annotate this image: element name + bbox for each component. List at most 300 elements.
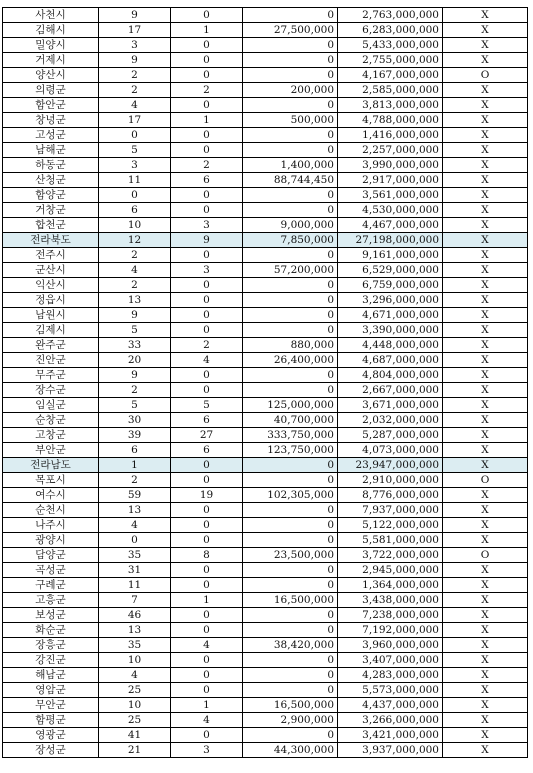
region-cell: 고성군 — [3, 128, 99, 143]
region-cell: 익산시 — [3, 278, 99, 293]
status-cell: X — [443, 653, 528, 668]
case-cell: 0 — [171, 383, 243, 398]
case-cell: 0 — [171, 533, 243, 548]
budget-cell: 5,122,000,000 — [338, 518, 443, 533]
case-cell: 6 — [171, 443, 243, 458]
amount-cell: 0 — [243, 503, 338, 518]
table-row — [3, 218, 528, 233]
table-row — [3, 83, 528, 98]
region-cell: 고흥군 — [3, 593, 99, 608]
amount-cell: 0 — [243, 323, 338, 338]
budget-cell: 3,266,000,000 — [338, 713, 443, 728]
table-row — [3, 623, 528, 638]
amount-cell: 27,500,000 — [243, 23, 338, 38]
table-row — [3, 248, 528, 263]
case-cell: 27 — [171, 428, 243, 443]
case-cell: 0 — [171, 293, 243, 308]
amount-cell: 88,744,450 — [243, 173, 338, 188]
table-row — [3, 53, 528, 68]
case-cell: 0 — [171, 53, 243, 68]
table-row — [3, 398, 528, 413]
budget-cell: 2,763,000,000 — [338, 8, 443, 23]
status-cell: O — [443, 473, 528, 488]
budget-cell: 23,947,000,000 — [338, 458, 443, 473]
region-cell: 고창군 — [3, 428, 99, 443]
amount-cell: 333,750,000 — [243, 428, 338, 443]
region-cell: 보성군 — [3, 608, 99, 623]
region-cell: 영암군 — [3, 683, 99, 698]
budget-cell: 5,573,000,000 — [338, 683, 443, 698]
budget-cell: 4,283,000,000 — [338, 668, 443, 683]
budget-cell: 4,467,000,000 — [338, 218, 443, 233]
count-cell: 1 — [99, 458, 171, 473]
case-cell: 0 — [171, 608, 243, 623]
case-cell: 0 — [171, 323, 243, 338]
table-row — [3, 428, 528, 443]
count-cell: 35 — [99, 638, 171, 653]
count-cell: 4 — [99, 668, 171, 683]
region-cell: 진안군 — [3, 353, 99, 368]
status-cell: X — [443, 173, 528, 188]
count-cell: 12 — [99, 233, 171, 248]
table-row — [3, 518, 528, 533]
region-cell: 광양시 — [3, 533, 99, 548]
amount-cell: 0 — [243, 128, 338, 143]
count-cell: 46 — [99, 608, 171, 623]
region-cell: 무주군 — [3, 368, 99, 383]
budget-cell: 4,167,000,000 — [338, 68, 443, 83]
amount-cell: 0 — [243, 563, 338, 578]
table-row — [3, 488, 528, 503]
budget-cell: 3,561,000,000 — [338, 188, 443, 203]
case-cell: 0 — [171, 563, 243, 578]
status-cell: X — [443, 188, 528, 203]
budget-cell: 2,910,000,000 — [338, 473, 443, 488]
budget-cell: 3,296,000,000 — [338, 293, 443, 308]
amount-cell: 26,400,000 — [243, 353, 338, 368]
budget-cell: 3,407,000,000 — [338, 653, 443, 668]
amount-cell: 0 — [243, 143, 338, 158]
data-table — [2, 7, 528, 758]
case-cell: 0 — [171, 68, 243, 83]
budget-cell: 4,671,000,000 — [338, 308, 443, 323]
status-cell: O — [443, 68, 528, 83]
amount-cell: 0 — [243, 473, 338, 488]
status-cell: X — [443, 203, 528, 218]
region-cell: 의령군 — [3, 83, 99, 98]
case-cell: 19 — [171, 488, 243, 503]
table-row — [3, 158, 528, 173]
table-row — [3, 308, 528, 323]
amount-cell: 0 — [243, 608, 338, 623]
region-cell: 화순군 — [3, 623, 99, 638]
budget-cell: 7,238,000,000 — [338, 608, 443, 623]
table-row — [3, 188, 528, 203]
table-row — [3, 638, 528, 653]
region-cell: 창녕군 — [3, 113, 99, 128]
table-row — [3, 293, 528, 308]
count-cell: 39 — [99, 428, 171, 443]
status-cell: X — [443, 8, 528, 23]
case-cell: 0 — [171, 38, 243, 53]
status-cell: X — [443, 563, 528, 578]
region-cell: 부안군 — [3, 443, 99, 458]
amount-cell: 0 — [243, 653, 338, 668]
budget-cell: 3,390,000,000 — [338, 323, 443, 338]
count-cell: 4 — [99, 263, 171, 278]
status-cell: X — [443, 278, 528, 293]
case-cell: 9 — [171, 233, 243, 248]
amount-cell: 0 — [243, 188, 338, 203]
region-cell: 함안군 — [3, 98, 99, 113]
status-cell: X — [443, 113, 528, 128]
count-cell: 31 — [99, 563, 171, 578]
table-row — [3, 728, 528, 743]
region-cell: 사천시 — [3, 8, 99, 23]
amount-cell: 0 — [243, 728, 338, 743]
case-cell: 0 — [171, 308, 243, 323]
case-cell: 0 — [171, 668, 243, 683]
table-row — [3, 443, 528, 458]
count-cell: 9 — [99, 53, 171, 68]
table-row — [3, 23, 528, 38]
count-cell: 30 — [99, 413, 171, 428]
case-cell: 1 — [171, 113, 243, 128]
case-cell: 4 — [171, 713, 243, 728]
budget-cell: 8,776,000,000 — [338, 488, 443, 503]
region-cell: 거제시 — [3, 53, 99, 68]
case-cell: 8 — [171, 548, 243, 563]
status-cell: X — [443, 23, 528, 38]
case-cell: 0 — [171, 578, 243, 593]
amount-cell: 2,900,000 — [243, 713, 338, 728]
budget-cell: 6,759,000,000 — [338, 278, 443, 293]
amount-cell: 23,500,000 — [243, 548, 338, 563]
status-cell: X — [443, 728, 528, 743]
status-cell: X — [443, 683, 528, 698]
amount-cell: 0 — [243, 533, 338, 548]
case-cell: 0 — [171, 128, 243, 143]
amount-cell: 102,305,000 — [243, 488, 338, 503]
region-cell: 하동군 — [3, 158, 99, 173]
budget-cell: 4,530,000,000 — [338, 203, 443, 218]
amount-cell: 0 — [243, 278, 338, 293]
budget-cell: 3,937,000,000 — [338, 743, 443, 758]
amount-cell: 44,300,000 — [243, 743, 338, 758]
region-cell: 무안군 — [3, 698, 99, 713]
count-cell: 2 — [99, 473, 171, 488]
status-cell: X — [443, 533, 528, 548]
status-cell: X — [443, 503, 528, 518]
region-cell: 여수시 — [3, 488, 99, 503]
case-cell: 0 — [171, 278, 243, 293]
region-cell: 장수군 — [3, 383, 99, 398]
table-row — [3, 143, 528, 158]
table-row — [3, 608, 528, 623]
amount-cell: 880,000 — [243, 338, 338, 353]
status-cell: X — [443, 638, 528, 653]
case-cell: 0 — [171, 503, 243, 518]
count-cell: 2 — [99, 83, 171, 98]
table-row — [3, 368, 528, 383]
budget-cell: 7,192,000,000 — [338, 623, 443, 638]
count-cell: 0 — [99, 188, 171, 203]
table-row — [3, 383, 528, 398]
amount-cell: 0 — [243, 668, 338, 683]
case-cell: 1 — [171, 698, 243, 713]
region-cell: 산청군 — [3, 173, 99, 188]
budget-cell: 7,937,000,000 — [338, 503, 443, 518]
amount-cell: 1,400,000 — [243, 158, 338, 173]
case-cell: 0 — [171, 203, 243, 218]
budget-cell: 2,032,000,000 — [338, 413, 443, 428]
table-row — [3, 668, 528, 683]
budget-cell: 2,917,000,000 — [338, 173, 443, 188]
region-cell: 군산시 — [3, 263, 99, 278]
status-cell: X — [443, 428, 528, 443]
count-cell: 11 — [99, 578, 171, 593]
status-cell: X — [443, 488, 528, 503]
case-cell: 2 — [171, 338, 243, 353]
count-cell: 33 — [99, 338, 171, 353]
case-cell: 1 — [171, 593, 243, 608]
status-cell: X — [443, 743, 528, 758]
status-cell: X — [443, 323, 528, 338]
table-row — [3, 8, 528, 23]
amount-cell: 0 — [243, 98, 338, 113]
amount-cell: 16,500,000 — [243, 593, 338, 608]
table-row — [3, 98, 528, 113]
region-cell: 목포시 — [3, 473, 99, 488]
table-row — [3, 278, 528, 293]
table-row — [3, 173, 528, 188]
region-cell: 거창군 — [3, 203, 99, 218]
count-cell: 0 — [99, 533, 171, 548]
region-cell: 양산시 — [3, 68, 99, 83]
amount-cell: 0 — [243, 623, 338, 638]
region-cell: 장흥군 — [3, 638, 99, 653]
region-cell: 담양군 — [3, 548, 99, 563]
budget-cell: 3,671,000,000 — [338, 398, 443, 413]
region-cell: 함평군 — [3, 713, 99, 728]
amount-cell: 0 — [243, 68, 338, 83]
status-cell: X — [443, 623, 528, 638]
amount-cell: 0 — [243, 308, 338, 323]
status-cell: X — [443, 353, 528, 368]
budget-cell: 5,581,000,000 — [338, 533, 443, 548]
region-cell: 김해시 — [3, 23, 99, 38]
amount-cell: 123,750,000 — [243, 443, 338, 458]
table-row — [3, 38, 528, 53]
case-cell: 0 — [171, 518, 243, 533]
budget-cell: 3,421,000,000 — [338, 728, 443, 743]
count-cell: 9 — [99, 8, 171, 23]
case-cell: 6 — [171, 173, 243, 188]
count-cell: 2 — [99, 68, 171, 83]
amount-cell: 0 — [243, 458, 338, 473]
count-cell: 11 — [99, 173, 171, 188]
count-cell: 2 — [99, 248, 171, 263]
table-row — [3, 458, 528, 473]
status-cell: X — [443, 53, 528, 68]
case-cell: 3 — [171, 263, 243, 278]
case-cell: 0 — [171, 683, 243, 698]
count-cell: 6 — [99, 203, 171, 218]
count-cell: 25 — [99, 683, 171, 698]
region-cell: 곡성군 — [3, 563, 99, 578]
count-cell: 3 — [99, 158, 171, 173]
region-cell: 전라남도 — [3, 458, 99, 473]
amount-cell: 7,850,000 — [243, 233, 338, 248]
status-cell: X — [443, 38, 528, 53]
amount-cell: 0 — [243, 293, 338, 308]
status-cell: X — [443, 143, 528, 158]
status-cell: X — [443, 293, 528, 308]
table-row — [3, 203, 528, 218]
status-cell: X — [443, 398, 528, 413]
budget-cell: 4,073,000,000 — [338, 443, 443, 458]
count-cell: 41 — [99, 728, 171, 743]
count-cell: 2 — [99, 278, 171, 293]
case-cell: 0 — [171, 368, 243, 383]
region-cell: 순천시 — [3, 503, 99, 518]
table-row — [3, 713, 528, 728]
region-cell: 전라북도 — [3, 233, 99, 248]
amount-cell: 0 — [243, 203, 338, 218]
budget-cell: 4,448,000,000 — [338, 338, 443, 353]
case-cell: 6 — [171, 413, 243, 428]
amount-cell: 0 — [243, 38, 338, 53]
region-cell: 임실군 — [3, 398, 99, 413]
table-row — [3, 473, 528, 488]
region-cell: 김제시 — [3, 323, 99, 338]
budget-cell: 3,990,000,000 — [338, 158, 443, 173]
budget-cell: 3,722,000,000 — [338, 548, 443, 563]
status-cell: X — [443, 233, 528, 248]
count-cell: 5 — [99, 398, 171, 413]
count-cell: 13 — [99, 503, 171, 518]
status-cell: X — [443, 593, 528, 608]
status-cell: X — [443, 368, 528, 383]
count-cell: 59 — [99, 488, 171, 503]
count-cell: 25 — [99, 713, 171, 728]
amount-cell: 0 — [243, 248, 338, 263]
region-cell: 강진군 — [3, 653, 99, 668]
region-cell: 구례군 — [3, 578, 99, 593]
count-cell: 5 — [99, 323, 171, 338]
budget-cell: 4,804,000,000 — [338, 368, 443, 383]
status-cell: X — [443, 413, 528, 428]
region-cell: 영광군 — [3, 728, 99, 743]
region-cell: 합천군 — [3, 218, 99, 233]
count-cell: 10 — [99, 653, 171, 668]
budget-cell: 3,438,000,000 — [338, 593, 443, 608]
amount-cell: 125,000,000 — [243, 398, 338, 413]
table-body — [3, 8, 528, 758]
amount-cell: 38,420,000 — [243, 638, 338, 653]
region-cell: 완주군 — [3, 338, 99, 353]
case-cell: 2 — [171, 158, 243, 173]
case-cell: 2 — [171, 83, 243, 98]
table-row — [3, 578, 528, 593]
status-cell: X — [443, 263, 528, 278]
count-cell: 13 — [99, 623, 171, 638]
budget-cell: 2,257,000,000 — [338, 143, 443, 158]
status-cell: X — [443, 218, 528, 233]
status-cell: O — [443, 548, 528, 563]
case-cell: 0 — [171, 98, 243, 113]
count-cell: 21 — [99, 743, 171, 758]
budget-cell: 4,788,000,000 — [338, 113, 443, 128]
table-row — [3, 353, 528, 368]
count-cell: 5 — [99, 143, 171, 158]
count-cell: 0 — [99, 128, 171, 143]
budget-cell: 2,667,000,000 — [338, 383, 443, 398]
count-cell: 17 — [99, 113, 171, 128]
table-row — [3, 593, 528, 608]
status-cell: X — [443, 578, 528, 593]
case-cell: 0 — [171, 188, 243, 203]
case-cell: 0 — [171, 728, 243, 743]
budget-cell: 2,945,000,000 — [338, 563, 443, 578]
table-row — [3, 113, 528, 128]
table-row — [3, 683, 528, 698]
table-row — [3, 233, 528, 248]
status-cell: X — [443, 383, 528, 398]
count-cell: 4 — [99, 518, 171, 533]
table-row — [3, 743, 528, 758]
amount-cell: 0 — [243, 383, 338, 398]
case-cell: 0 — [171, 143, 243, 158]
region-cell: 순창군 — [3, 413, 99, 428]
amount-cell: 500,000 — [243, 113, 338, 128]
table-row — [3, 338, 528, 353]
status-cell: X — [443, 308, 528, 323]
case-cell: 0 — [171, 653, 243, 668]
status-cell: X — [443, 518, 528, 533]
budget-cell: 4,687,000,000 — [338, 353, 443, 368]
region-cell: 나주시 — [3, 518, 99, 533]
status-cell: X — [443, 338, 528, 353]
count-cell: 10 — [99, 698, 171, 713]
count-cell: 3 — [99, 38, 171, 53]
count-cell: 6 — [99, 443, 171, 458]
budget-cell: 5,433,000,000 — [338, 38, 443, 53]
count-cell: 10 — [99, 218, 171, 233]
status-cell: X — [443, 128, 528, 143]
amount-cell: 16,500,000 — [243, 698, 338, 713]
region-cell: 정읍시 — [3, 293, 99, 308]
status-cell: X — [443, 713, 528, 728]
status-cell: X — [443, 158, 528, 173]
status-cell: X — [443, 668, 528, 683]
count-cell: 9 — [99, 308, 171, 323]
case-cell: 4 — [171, 638, 243, 653]
count-cell: 17 — [99, 23, 171, 38]
budget-cell: 27,198,000,000 — [338, 233, 443, 248]
amount-cell: 40,700,000 — [243, 413, 338, 428]
amount-cell: 9,000,000 — [243, 218, 338, 233]
case-cell: 0 — [171, 623, 243, 638]
table-row — [3, 548, 528, 563]
table-row — [3, 323, 528, 338]
region-cell: 해남군 — [3, 668, 99, 683]
budget-cell: 3,960,000,000 — [338, 638, 443, 653]
status-cell: X — [443, 443, 528, 458]
count-cell: 35 — [99, 548, 171, 563]
case-cell: 0 — [171, 473, 243, 488]
region-cell: 전주시 — [3, 248, 99, 263]
